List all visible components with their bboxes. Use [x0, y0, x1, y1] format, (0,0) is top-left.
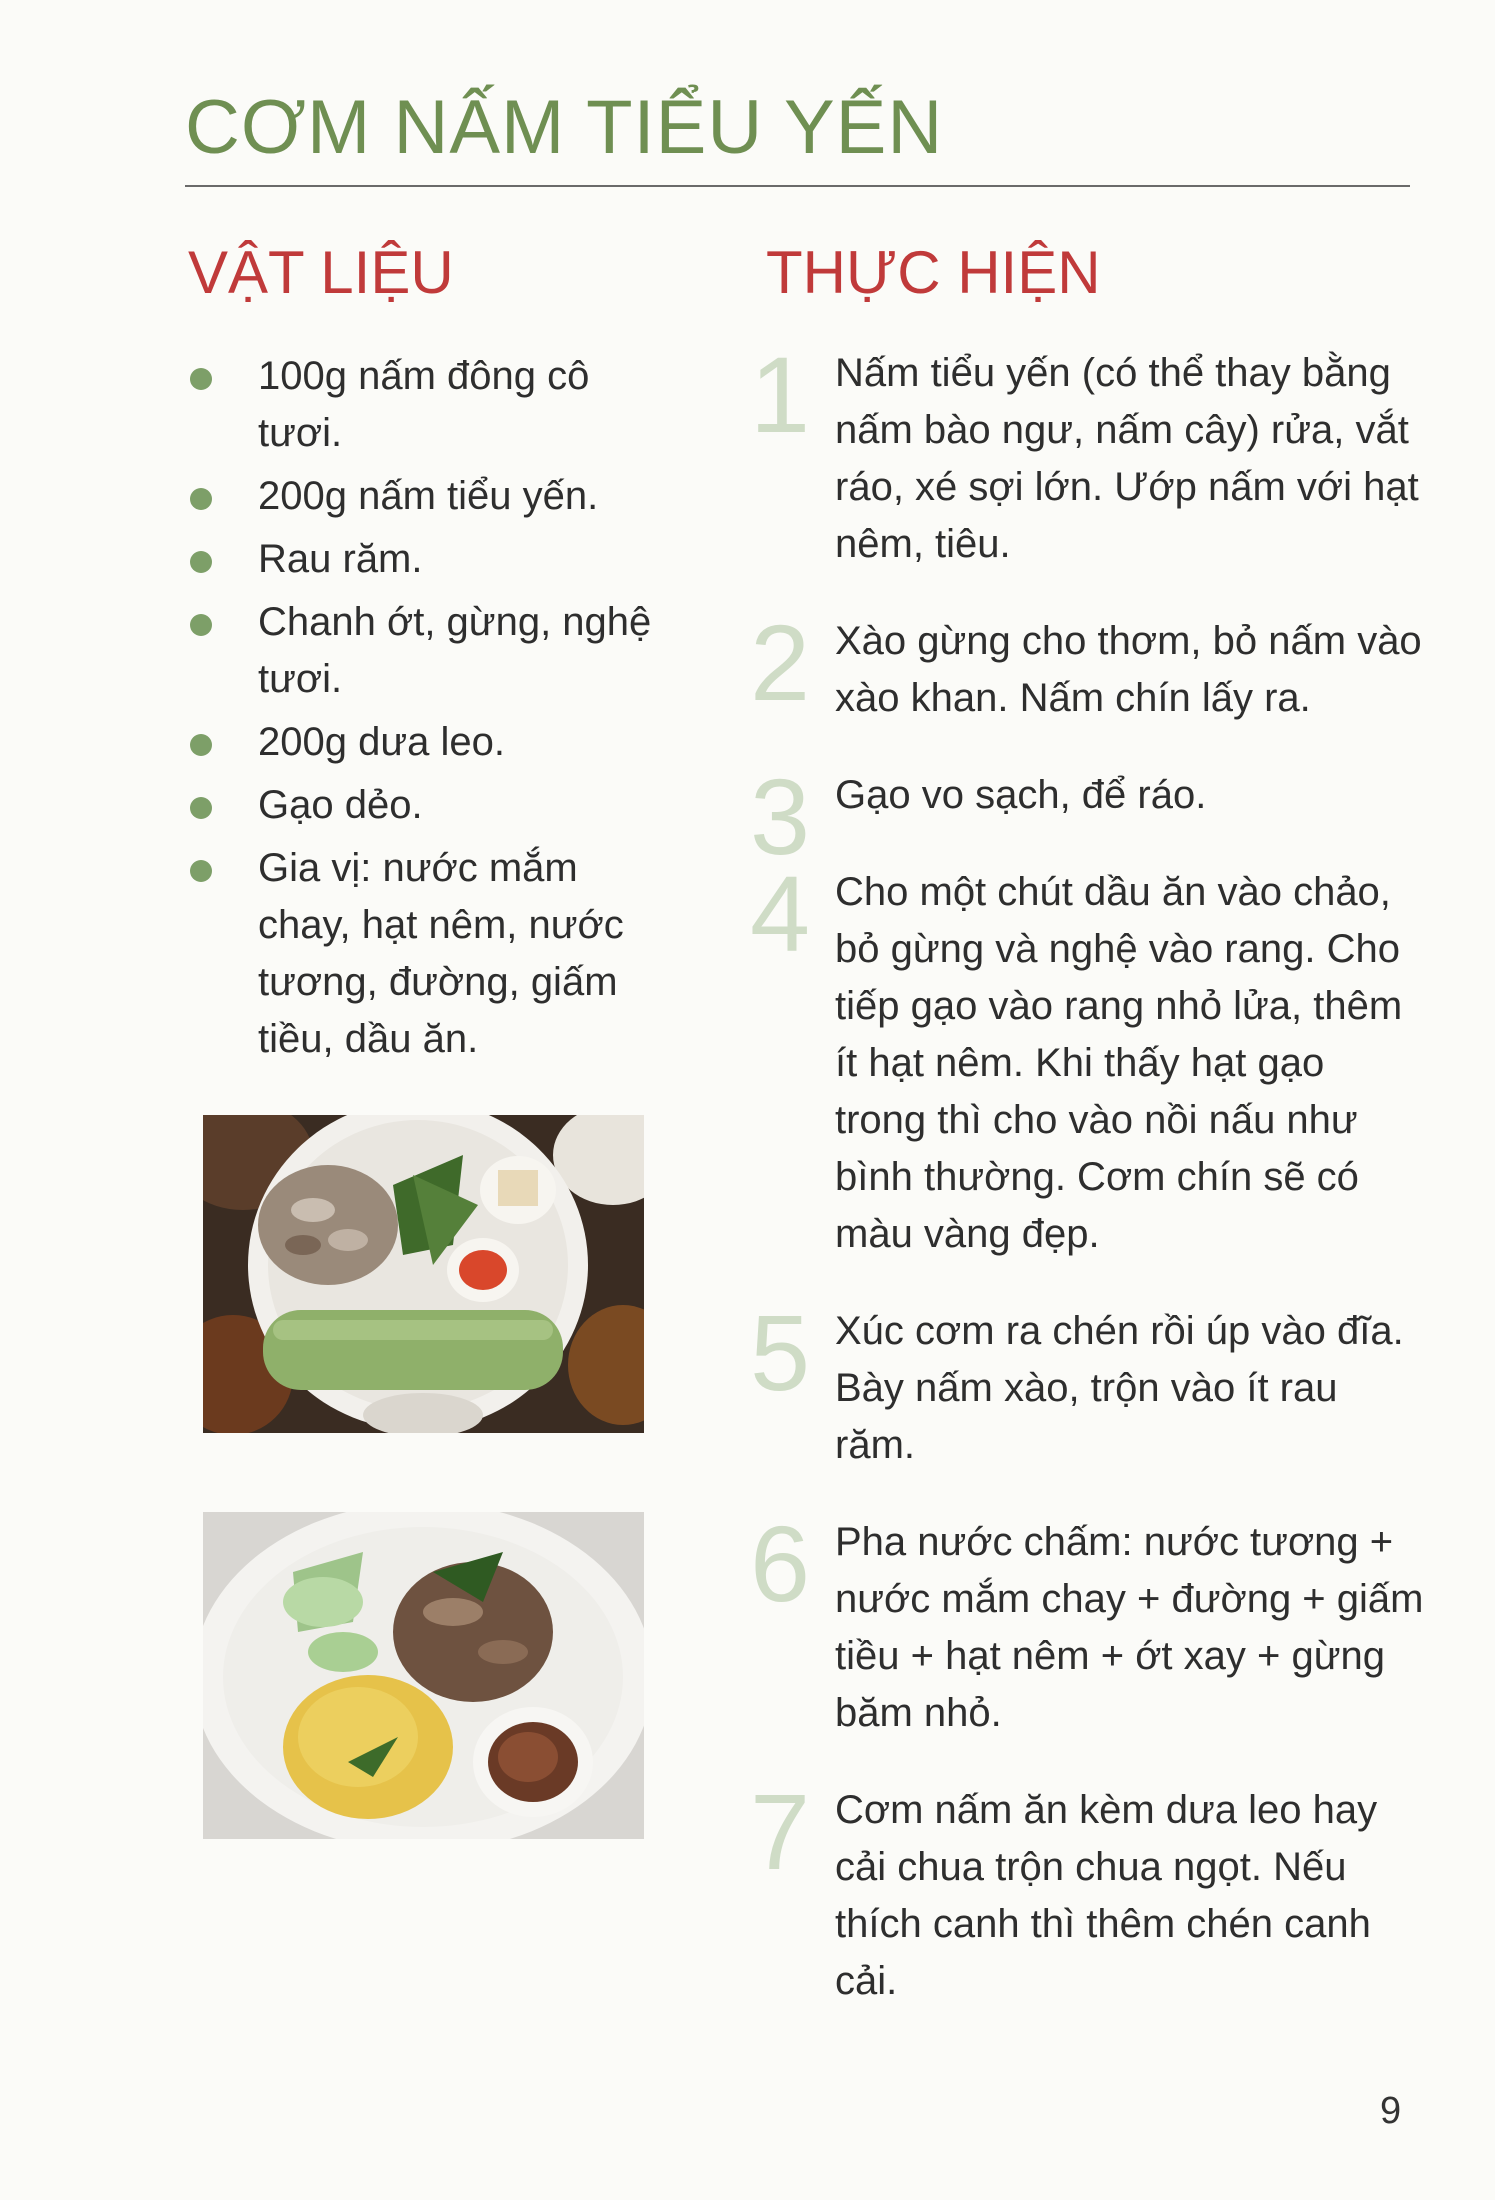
bullet-icon [190, 368, 212, 390]
step-item [745, 853, 1425, 1263]
ingredients-list [190, 348, 660, 1074]
ingredient-item: Gia vị: nước mắm chay, hạt nêm, nước tương, đường, giấm tiều, dầu ăn. [190, 840, 660, 1068]
bullet-icon [190, 860, 212, 882]
step-number: 2 [750, 602, 811, 723]
step-item [745, 602, 1425, 727]
bullet-icon [190, 488, 212, 510]
step-number: 3 [750, 756, 811, 877]
bullet-icon [190, 614, 212, 636]
ingredients-photo [203, 1115, 644, 1433]
step-number: 6 [750, 1503, 811, 1624]
page-title: CƠM NẤM TIỂU YẾN [185, 85, 944, 170]
step-number: 1 [750, 334, 811, 455]
step-text: Nấm tiểu yến (có thể thay bằng nấm bào ngư, nấm cây) rửa, vắt ráo, xé sợi lớn. Ướp nấm với hạt nêm, tiêu. [835, 351, 1419, 566]
bullet-icon [190, 551, 212, 573]
step-number: 7 [750, 1771, 811, 1892]
step-item [745, 334, 1425, 573]
ingredient-item: 200g nấm tiểu yến. [190, 468, 660, 525]
step-text: Xào gừng cho thơm, bỏ nấm vào xào khan. Nấm chín lấy ra. [835, 619, 1422, 720]
step-number: 5 [750, 1292, 811, 1413]
step-text: Xúc cơm ra chén rồi úp vào đĩa. Bày nấm xào, trộn vào ít rau răm. [835, 1309, 1404, 1467]
bullet-icon [190, 797, 212, 819]
page-number: 9 [1380, 2090, 1402, 2132]
step-item [745, 1503, 1425, 1742]
step-number: 4 [750, 853, 811, 974]
ingredient-item: Rau răm. [190, 531, 660, 588]
step-text: Cơm nấm ăn kèm dưa leo hay cải chua trộn chua ngọt. Nếu thích canh thì thêm chén canh cải. [835, 1788, 1378, 2003]
step-item [745, 1292, 1425, 1474]
ingredient-item: Gạo dẻo. [190, 777, 660, 834]
ingredient-item: 100g nấm đông cô tươi. [190, 348, 660, 462]
title-divider [185, 185, 1410, 187]
step-item [745, 756, 1425, 877]
step-item [745, 1771, 1425, 2010]
ingredient-item: 200g dưa leo. [190, 714, 660, 771]
step-text: Gạo vo sạch, để ráo. [835, 773, 1207, 817]
ingredients-heading: VẬT LIỆU [188, 239, 454, 306]
step-text: Cho một chút dầu ăn vào chảo, bỏ gừng và nghệ vào rang. Cho tiếp gạo vào rang nhỏ lửa, thêm ít hạt nêm. Khi thấy hạt gạo trong thì cho vào nồi nấu như bình thường. Cơm chín sẽ có màu vàng đẹp. [835, 870, 1403, 1256]
method-steps [745, 334, 1425, 2050]
dish-photo [203, 1512, 644, 1839]
step-text: Pha nước chấm: nước tương + nước mắm chay + đường + giấm tiều + hạt nêm + ớt xay + gừng băm nhỏ. [835, 1520, 1424, 1735]
bullet-icon [190, 734, 212, 756]
method-heading: THỰC HIỆN [766, 239, 1101, 306]
ingredient-item: Chanh ớt, gừng, nghệ tươi. [190, 594, 660, 708]
